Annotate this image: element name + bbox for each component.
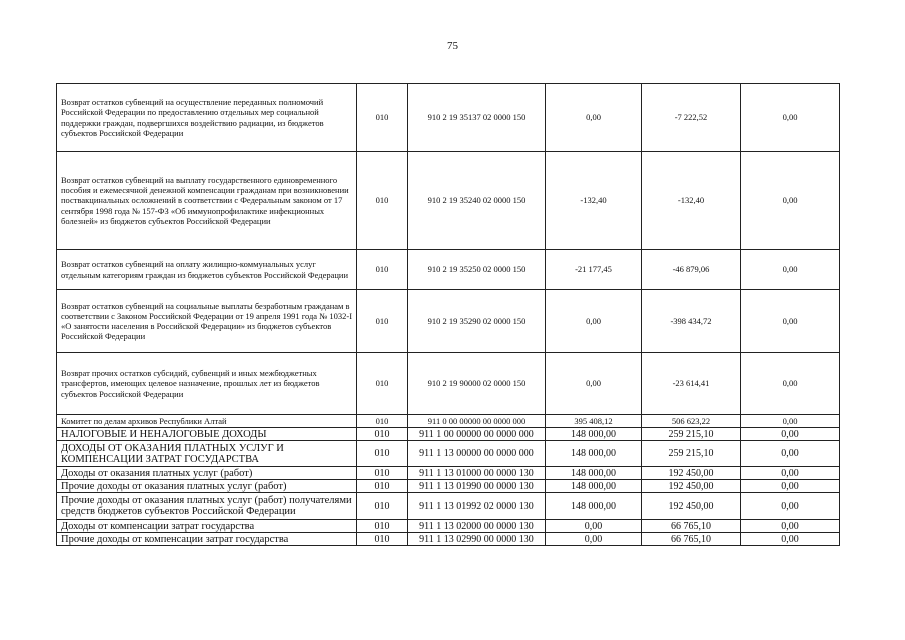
- row-value-1-cell: 0,00: [546, 353, 642, 415]
- table-row: [57, 480, 840, 493]
- row-value-1-cell: 0,00: [546, 290, 642, 353]
- row-name-cell: Доходы от компенсации затрат государства: [57, 520, 357, 533]
- row-name-cell: Возврат остатков субвенций на выплату государственного единовременного пособия и ежемесячной денежной компенсации гражданам при возникновении поствакцинальных осложнений в соответствии с Федеральным законом от 17 сентября 1998 года № 157-ФЗ «Об иммунопрофилактике инфекционных болезней» из бюджетов субъектов Российской Федерации: [57, 152, 357, 250]
- row-budget-code-cell: 910 2 19 35137 02 0000 150: [408, 84, 546, 152]
- row-value-3-cell: 0,00: [741, 290, 840, 353]
- table-body: [57, 84, 840, 546]
- row-admin-code-cell: 010: [357, 493, 408, 520]
- row-value-1-cell: 148 000,00: [546, 441, 642, 467]
- row-value-3-cell: 0,00: [741, 353, 840, 415]
- row-budget-code-cell: 911 1 13 02990 00 0000 130: [408, 533, 546, 546]
- table-row: [57, 428, 840, 441]
- row-admin-code-cell: 010: [357, 353, 408, 415]
- row-value-2-cell: 259 215,10: [642, 428, 741, 441]
- row-value-1-cell: 0,00: [546, 84, 642, 152]
- revenue-table: [56, 83, 840, 546]
- row-admin-code-cell: 010: [357, 441, 408, 467]
- row-budget-code-cell: 910 2 19 35240 02 0000 150: [408, 152, 546, 250]
- row-admin-code-cell: 010: [357, 467, 408, 480]
- row-value-3-cell: 0,00: [741, 467, 840, 480]
- table-row: [57, 415, 840, 428]
- row-budget-code-cell: 911 1 00 00000 00 0000 000: [408, 428, 546, 441]
- row-value-1-cell: 0,00: [546, 533, 642, 546]
- row-admin-code-cell: 010: [357, 428, 408, 441]
- row-value-3-cell: 0,00: [741, 250, 840, 290]
- row-value-2-cell: -398 434,72: [642, 290, 741, 353]
- row-name-cell: НАЛОГОВЫЕ И НЕНАЛОГОВЫЕ ДОХОДЫ: [57, 428, 357, 441]
- row-value-2-cell: 506 623,22: [642, 415, 741, 428]
- row-admin-code-cell: 010: [357, 480, 408, 493]
- page-number: 75: [447, 40, 458, 52]
- row-value-2-cell: 66 765,10: [642, 533, 741, 546]
- row-value-3-cell: 0,00: [741, 480, 840, 493]
- row-value-2-cell: -132,40: [642, 152, 741, 250]
- row-name-cell: Возврат остатков субвенций на осуществление переданных полномочий Российской Федерации по предоставлению отдельных мер социальной поддержки граждан, подвергшихся воздействию радиации, из бюджетов субъектов Российской Федерации: [57, 84, 357, 152]
- row-budget-code-cell: 911 0 00 00000 00 0000 000: [408, 415, 546, 428]
- table-row: [57, 250, 840, 290]
- table-row: [57, 533, 840, 546]
- row-budget-code-cell: 911 1 13 01992 02 0000 130: [408, 493, 546, 520]
- row-name-cell: Комитет по делам архивов Республики Алтай: [57, 415, 357, 428]
- row-value-3-cell: 0,00: [741, 84, 840, 152]
- table-row: [57, 467, 840, 480]
- row-value-2-cell: 192 450,00: [642, 493, 741, 520]
- row-value-1-cell: 148 000,00: [546, 493, 642, 520]
- table-row: [57, 441, 840, 467]
- table-row: [57, 290, 840, 353]
- row-value-3-cell: 0,00: [741, 415, 840, 428]
- row-value-1-cell: 148 000,00: [546, 428, 642, 441]
- row-value-3-cell: 0,00: [741, 152, 840, 250]
- table-row: [57, 84, 840, 152]
- row-budget-code-cell: 911 1 13 01000 00 0000 130: [408, 467, 546, 480]
- table-row: [57, 353, 840, 415]
- row-budget-code-cell: 911 1 13 01990 00 0000 130: [408, 480, 546, 493]
- row-name-cell: Возврат остатков субвенций на оплату жилищно-коммунальных услуг отдельным категориям граждан из бюджетов субъектов Российской Федерации: [57, 250, 357, 290]
- row-admin-code-cell: 010: [357, 152, 408, 250]
- row-admin-code-cell: 010: [357, 290, 408, 353]
- row-value-2-cell: -46 879,06: [642, 250, 741, 290]
- row-value-1-cell: -21 177,45: [546, 250, 642, 290]
- row-value-3-cell: 0,00: [741, 493, 840, 520]
- row-name-cell: ДОХОДЫ ОТ ОКАЗАНИЯ ПЛАТНЫХ УСЛУГ И КОМПЕНСАЦИИ ЗАТРАТ ГОСУДАРСТВА: [57, 441, 357, 467]
- row-admin-code-cell: 010: [357, 533, 408, 546]
- row-value-2-cell: -7 222,52: [642, 84, 741, 152]
- row-value-2-cell: 192 450,00: [642, 480, 741, 493]
- row-budget-code-cell: 910 2 19 35290 02 0000 150: [408, 290, 546, 353]
- row-admin-code-cell: 010: [357, 84, 408, 152]
- row-value-2-cell: 259 215,10: [642, 441, 741, 467]
- row-value-2-cell: 66 765,10: [642, 520, 741, 533]
- table-row: [57, 493, 840, 520]
- row-value-1-cell: 148 000,00: [546, 467, 642, 480]
- table-row: [57, 520, 840, 533]
- row-value-3-cell: 0,00: [741, 520, 840, 533]
- row-name-cell: Прочие доходы от оказания платных услуг (работ) получателями средств бюджетов субъектов Российской Федерации: [57, 493, 357, 520]
- row-value-2-cell: -23 614,41: [642, 353, 741, 415]
- row-budget-code-cell: 910 2 19 35250 02 0000 150: [408, 250, 546, 290]
- row-admin-code-cell: 010: [357, 250, 408, 290]
- row-value-1-cell: -132,40: [546, 152, 642, 250]
- row-name-cell: Возврат остатков субвенций на социальные выплаты безработным гражданам в соответствии с Законом Российской Федерации от 19 апреля 1991 года № 1032-I «О занятости населения в Российской Федерации» из бюджетов субъектов Российской Федерации: [57, 290, 357, 353]
- row-value-1-cell: 395 408,12: [546, 415, 642, 428]
- row-admin-code-cell: 010: [357, 415, 408, 428]
- row-value-3-cell: 0,00: [741, 428, 840, 441]
- row-name-cell: Прочие доходы от оказания платных услуг (работ): [57, 480, 357, 493]
- row-name-cell: Прочие доходы от компенсации затрат государства: [57, 533, 357, 546]
- row-budget-code-cell: 910 2 19 90000 02 0000 150: [408, 353, 546, 415]
- row-admin-code-cell: 010: [357, 520, 408, 533]
- row-value-1-cell: 148 000,00: [546, 480, 642, 493]
- row-name-cell: Возврат прочих остатков субсидий, субвенций и иных межбюджетных трансфертов, имеющих целевое назначение, прошлых лет из бюджетов субъектов Российской Федерации: [57, 353, 357, 415]
- row-name-cell: Доходы от оказания платных услуг (работ): [57, 467, 357, 480]
- row-value-1-cell: 0,00: [546, 520, 642, 533]
- row-value-3-cell: 0,00: [741, 441, 840, 467]
- row-value-3-cell: 0,00: [741, 533, 840, 546]
- row-value-2-cell: 192 450,00: [642, 467, 741, 480]
- row-budget-code-cell: 911 1 13 02000 00 0000 130: [408, 520, 546, 533]
- row-budget-code-cell: 911 1 13 00000 00 0000 000: [408, 441, 546, 467]
- table-row: [57, 152, 840, 250]
